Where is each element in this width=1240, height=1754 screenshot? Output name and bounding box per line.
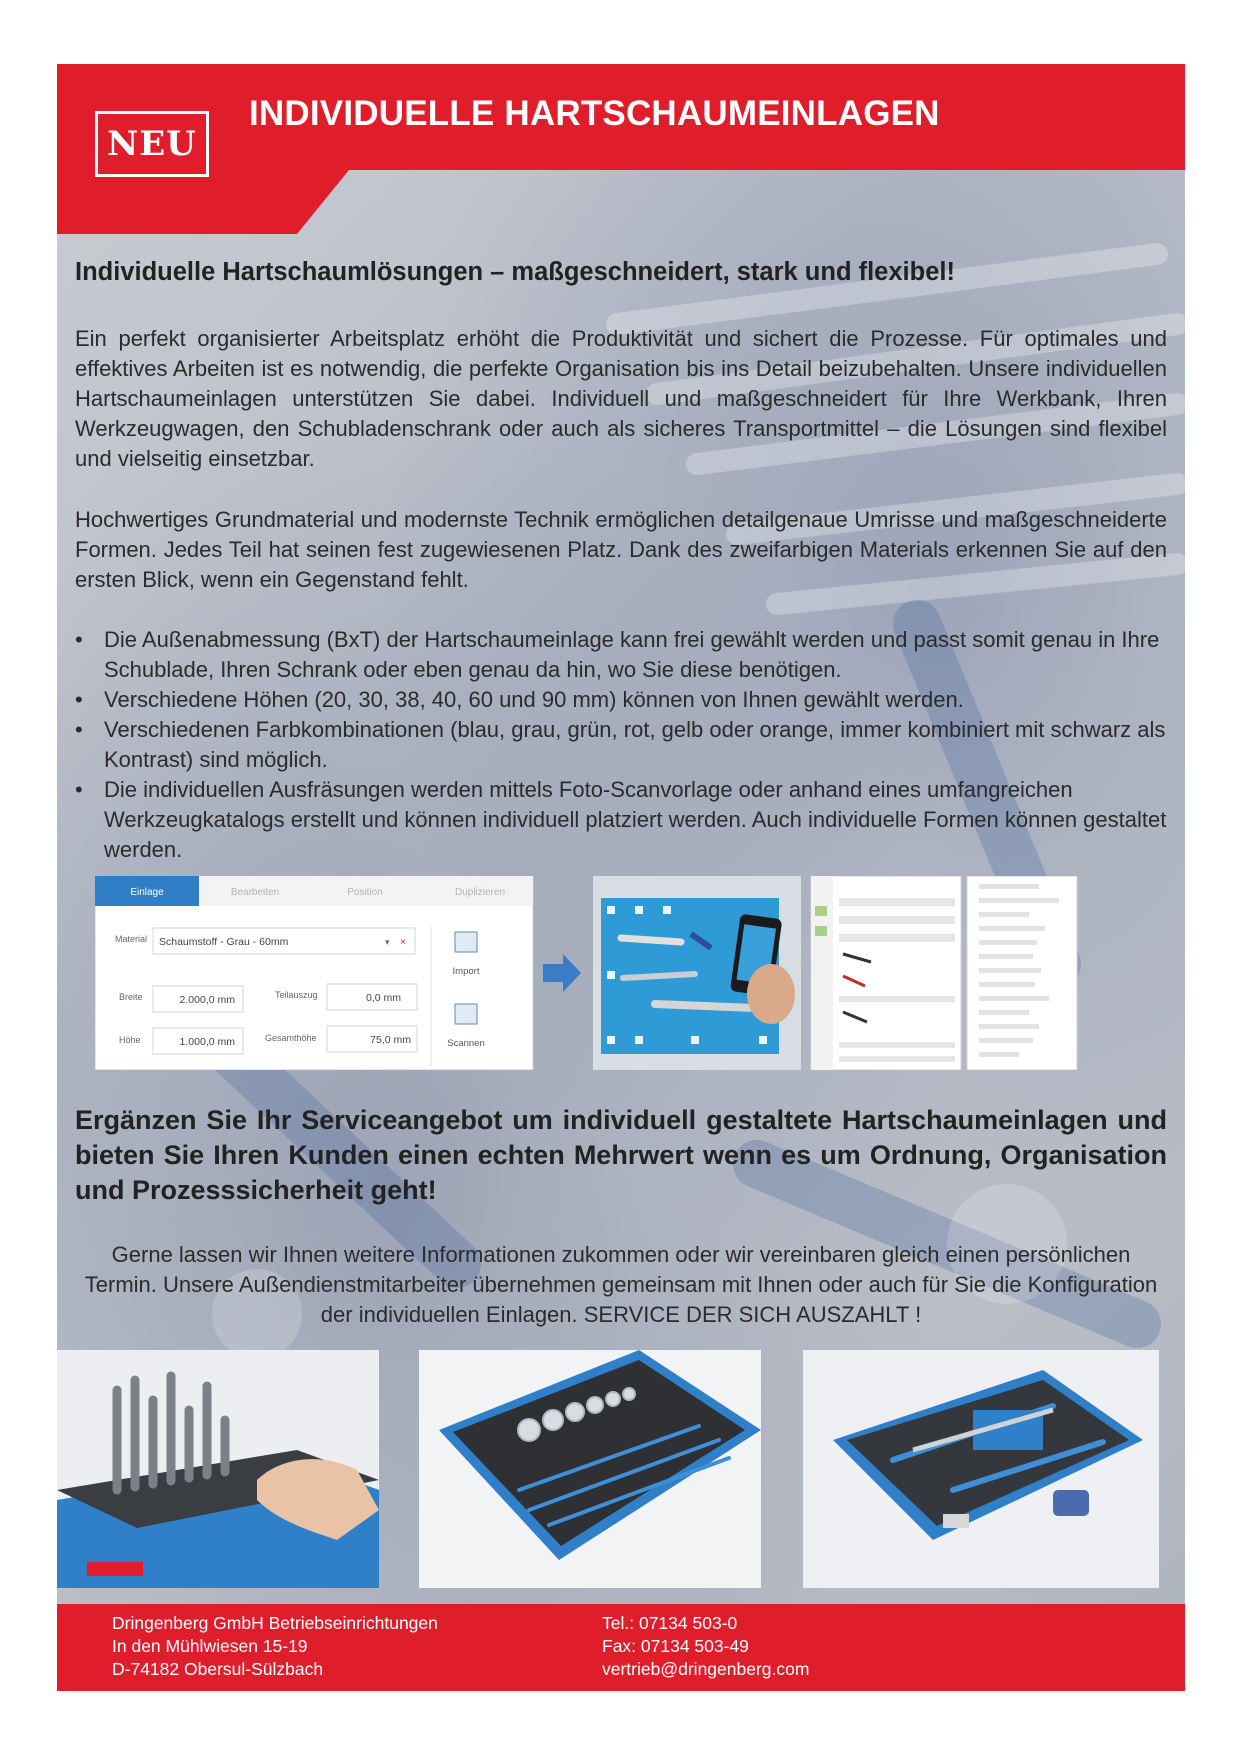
arrow-right-icon xyxy=(543,954,581,992)
contact-note: Gerne lassen wir Ihnen weitere Informationen zukommen oder wir vereinbaren gleich einen persönlichen Termin. Unsere Außendienstmitarbeiter übernehmen gemeinsam mit Ihnen oder auch für Sie die Konfiguration der individuellen Einlagen. SERVICE DER SICH AUSZAHLT ! xyxy=(84,1242,1158,1327)
phone: Tel.: 07134 503-0 xyxy=(602,1613,738,1633)
clear-icon[interactable]: × xyxy=(400,937,406,948)
import-button[interactable]: Import xyxy=(452,966,480,977)
email-link[interactable]: vertrieb@dringenberg.com xyxy=(602,1659,810,1679)
list-item: • Die individuellen Ausfräsungen werden mittels Foto-Scanvorlage oder anhand eines umfangreichen Werkzeugkatalogs erstellt und können individuell platziert werden. Auch individuelle Formen können gestaltet werden. xyxy=(75,777,1167,862)
footer-contact xyxy=(602,1612,809,1681)
teilauszug-label: Teilauszug xyxy=(275,990,318,1000)
tab-einlage[interactable]: Einlage xyxy=(130,887,164,898)
import-icon[interactable] xyxy=(455,932,477,952)
list-item: • Verschiedenen Farbkombinationen (blau, grau, grün, rot, gelb oder orange, immer kombiniert mit schwarz als Kontrast) sind möglich. xyxy=(75,717,1166,772)
chevron-down-icon[interactable]: ▾ xyxy=(385,937,390,947)
city: D-74182 Obersul-Sülzbach xyxy=(112,1659,324,1679)
new-badge: NEU xyxy=(95,111,209,177)
feature-list xyxy=(75,625,1167,865)
tab-bearbeiten[interactable]: Bearbeiten xyxy=(230,887,280,898)
gesamthoehe-value: 75,0 mm xyxy=(370,1034,411,1046)
tool-type-menu xyxy=(967,876,1077,1070)
bullet-icon: • xyxy=(75,777,83,802)
tool-catalog-panel xyxy=(811,876,961,1070)
configurator-dialog xyxy=(95,876,533,1070)
scan-icon[interactable] xyxy=(455,1004,477,1024)
tab-position[interactable]: Position xyxy=(347,887,383,898)
list-item: • Die Außenabmessung (BxT) der Hartschaumeinlage kann frei gewählt werden und passt somit genau in Ihre Schublade, Ihren Schrank oder eben genau da hin, wo Sie diese benötigen. xyxy=(75,627,1160,682)
scan-photo xyxy=(593,876,801,1070)
product-photo-drill-holder xyxy=(57,1350,379,1588)
subtitle: Individuelle Hartschaumlösungen – maßgeschneidert, stark und flexibel! xyxy=(75,258,955,286)
bullet-icon: • xyxy=(75,717,83,742)
configurator-screenshots xyxy=(95,876,1155,1070)
tab-duplizieren[interactable]: Duplizieren xyxy=(454,887,506,898)
hoehe-value: 1.000,0 mm xyxy=(179,1036,235,1048)
teilauszug-value: 0,0 mm xyxy=(365,992,401,1004)
material-paragraph: Hochwertiges Grundmaterial und modernste Technik ermöglichen detailgenaue Umrisse und maßgeschneiderte Formen. Jedes Teil hat seinen fest zugewiesenen Platz. Dank des zweifarbigen Materials erkennen Sie auf den ersten Blick, wenn ein Gegenstand fehlt. xyxy=(75,507,1167,592)
footer xyxy=(57,1604,1185,1691)
bullet-icon: • xyxy=(75,687,83,712)
header-banner xyxy=(57,64,1185,234)
scan-button[interactable]: Scannen xyxy=(447,1038,485,1049)
material-label: Material xyxy=(115,934,148,944)
company-name: Dringenberg GmbH Betriebseinrichtungen xyxy=(112,1613,438,1633)
product-photo-die-set xyxy=(419,1350,761,1588)
fax: Fax: 07134 503-49 xyxy=(602,1636,749,1656)
call-to-action: Ergänzen Sie Ihr Serviceangebot um individuell gestaltete Hartschaumeinlagen und bieten Sie Ihren Kunden einen echten Mehrwert wenn es um Ordnung, Organisation und Prozesssicherheit geht! xyxy=(75,1105,1167,1205)
footer-address xyxy=(112,1612,438,1681)
list-item: • Verschiedene Höhen (20, 30, 38, 40, 60 und 90 mm) können von Ihnen gewählt werden. xyxy=(75,685,1167,715)
street: In den Mühlwiesen 15-19 xyxy=(112,1636,308,1656)
page-title: INDIVIDUELLE HARTSCHAUMEINLAGEN xyxy=(249,94,940,133)
flyer-page xyxy=(57,64,1185,1691)
bullet-icon: • xyxy=(75,627,83,652)
intro-paragraph: Ein perfekt organisierter Arbeitsplatz erhöht die Produktivität und sichert die Prozesse. Für optimales und effektives Arbeiten ist es notwendig, die perfekte Organisation bis ins Detail beizubehalten. Unsere individuellen Hartschaumeinlagen unterstützen Sie dabei. Individuell und maßgeschneidert für Ihre Werkbank, Ihren Werkzeugwagen, den Schubladenschrank oder auch als sicheres Transportmittel – die Lösungen sind flexibel und vielseitig einsetzbar. xyxy=(75,326,1167,471)
hoehe-label: Höhe xyxy=(119,1035,141,1045)
breite-label: Breite xyxy=(119,992,143,1002)
product-photo-measuring-set xyxy=(803,1350,1159,1588)
breite-value: 2.000,0 mm xyxy=(179,994,235,1006)
gesamthoehe-label: Gesamthöhe xyxy=(265,1033,317,1043)
material-value: Schaumstoff - Grau - 60mm xyxy=(159,936,289,948)
